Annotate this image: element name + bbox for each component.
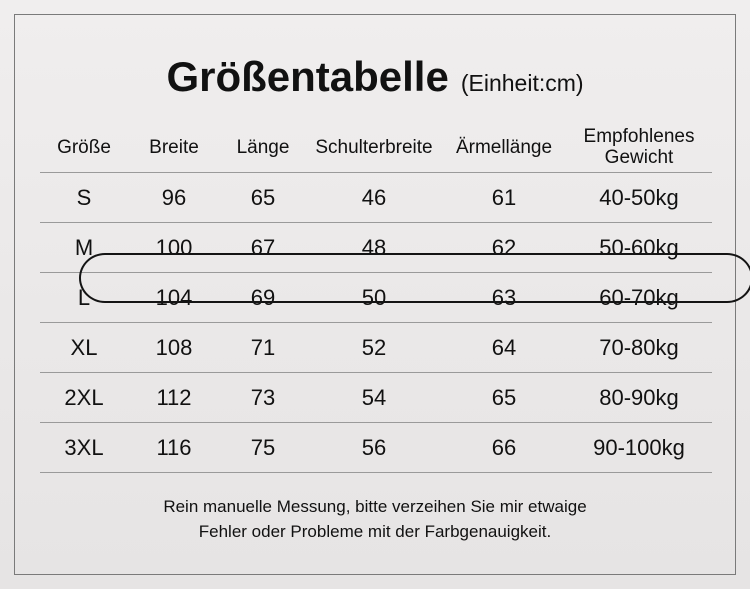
cell-recommended-weight: 90-100kg	[593, 434, 685, 460]
table-header-row	[40, 124, 712, 173]
disclaimer-line-2: Fehler oder Probleme mit der Farbgenauigkeit.	[198, 521, 552, 541]
table-row	[40, 423, 712, 473]
table-row	[40, 323, 712, 373]
table-body	[40, 173, 712, 473]
disclaimer-line-1: Rein manuelle Messung, bitte verzeihen Sie mir etwaige	[163, 497, 587, 516]
cell-size: S	[76, 184, 92, 210]
column-header-size: Größe	[57, 136, 111, 158]
unit-note: (Einheit:cm)	[460, 70, 584, 96]
cell-recommended-weight: 50-60kg	[599, 234, 679, 260]
cell-width: 104	[155, 284, 193, 310]
cell-recommended-weight: 60-70kg	[599, 284, 679, 310]
table-wrapper	[40, 124, 710, 473]
cell-length: 65	[250, 184, 276, 210]
cell-size: XL	[70, 334, 98, 360]
cell-length: 73	[250, 384, 276, 410]
cell-recommended-weight: 80-90kg	[599, 384, 679, 410]
cell-size: 3XL	[64, 434, 104, 460]
table-row	[40, 273, 712, 323]
cell-shoulder-width: 56	[361, 434, 387, 460]
cell-size: L	[77, 284, 91, 310]
table-head	[40, 124, 712, 173]
cell-recommended-weight: 70-80kg	[599, 334, 679, 360]
size-table	[40, 124, 712, 473]
cell-shoulder-width: 46	[361, 184, 387, 210]
cell-length: 67	[250, 234, 276, 260]
column-header-shoulder-width: Schulterbreite	[315, 136, 433, 158]
cell-width: 100	[155, 234, 193, 260]
title-row	[40, 53, 710, 100]
cell-shoulder-width: 52	[361, 334, 387, 360]
cell-sleeve-length: 61	[491, 184, 517, 210]
cell-length: 75	[250, 434, 276, 460]
cell-width: 116	[156, 434, 192, 460]
column-header-recommended-weight	[566, 124, 712, 173]
column-header-width: Breite	[149, 136, 199, 158]
column-header-recommended-weight-line1: Empfohlenes	[583, 126, 695, 148]
cell-sleeve-length: 62	[491, 234, 517, 260]
column-header-recommended-weight-line2: Gewicht	[604, 147, 674, 168]
cell-sleeve-length: 63	[491, 284, 517, 310]
cell-shoulder-width: 50	[361, 284, 387, 310]
cell-length: 69	[250, 284, 276, 310]
column-header-sleeve-length: Ärmellänge	[455, 136, 553, 158]
cell-width: 112	[156, 384, 192, 410]
cell-size: M	[74, 234, 94, 260]
cell-recommended-weight: 40-50kg	[599, 184, 679, 210]
cell-shoulder-width: 54	[361, 384, 387, 410]
column-header-length: Länge	[236, 136, 290, 158]
cell-shoulder-width: 48	[361, 234, 387, 260]
cell-sleeve-length: 65	[491, 384, 517, 410]
table-row	[40, 373, 712, 423]
measurement-disclaimer	[40, 495, 710, 544]
cell-sleeve-length: 64	[491, 334, 517, 360]
cell-width: 108	[155, 334, 193, 360]
cell-length: 71	[250, 334, 276, 360]
cell-sleeve-length: 66	[491, 434, 517, 460]
cell-size: 2XL	[64, 384, 104, 410]
table-row	[40, 223, 712, 273]
table-row	[40, 173, 712, 223]
cell-width: 96	[161, 184, 187, 210]
page-title: Größentabelle	[166, 53, 449, 100]
